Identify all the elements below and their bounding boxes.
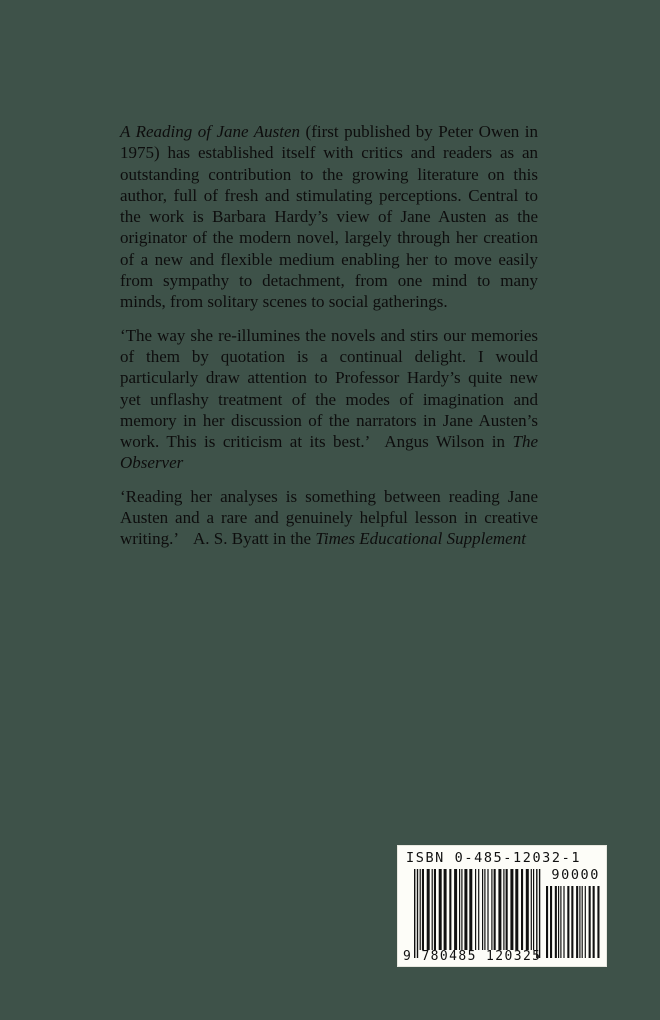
barcode-bar <box>515 869 518 950</box>
barcode-bar <box>531 869 532 950</box>
barcode-addon-bar <box>563 886 564 958</box>
attribution-source: The Observer <box>120 432 538 473</box>
blurb-text <box>120 121 538 550</box>
barcode-bar <box>484 869 485 950</box>
isbn-number: ISBN 0-485-12032-1 <box>406 850 582 866</box>
barcode-addon-bar <box>546 886 548 958</box>
barcode-addon-bar <box>579 886 580 958</box>
barcode-bar <box>422 869 424 950</box>
barcode-bar <box>487 869 488 950</box>
barcode-bar <box>482 869 483 950</box>
barcode-bar <box>449 869 451 950</box>
barcode-addon-bar <box>589 886 591 958</box>
quote-attribution <box>193 529 526 548</box>
barcode-bar <box>469 869 472 950</box>
barcode-addon-bar <box>597 886 599 958</box>
barcode-addon-bar <box>567 886 569 958</box>
barcode-bar <box>521 869 523 950</box>
quote-text: ‘The way she re-illumines the novels and stirs our memories of them by quotation is a continual delight. I would particularly draw attention to Professor Hardy’s quite new yet unflashy treatment of the modes of imagination and memory in her discussion of the narrators in Jane Austen’s work. This is criticism at its best.’ <box>120 325 538 452</box>
barcode-addon-bar <box>585 886 586 958</box>
barcode-bar <box>494 869 496 950</box>
barcode-bar <box>491 869 492 950</box>
barcode-bar <box>427 869 430 950</box>
barcode-bar <box>432 869 433 950</box>
barcode-addon-bar <box>550 886 552 958</box>
attribution-author: Angus Wilson in <box>384 432 513 452</box>
book-title: A Reading of Jane Austen <box>120 122 301 141</box>
barcode-bar <box>459 869 460 950</box>
barcode-bar <box>444 869 447 950</box>
barcode-addon-bar <box>576 886 578 958</box>
barcode-bar <box>526 869 529 950</box>
review-quote-byatt <box>120 486 538 550</box>
attribution-author: A. S. Byatt in the <box>193 529 316 549</box>
barcode-bar <box>498 869 501 950</box>
isbn-barcode <box>397 845 607 967</box>
barcode-addon-bar <box>558 886 559 958</box>
description-text: (first published by Peter Owen in 1975) has established itself with critics and readers as an outstanding contribution to the growing literature on this author, full of fresh and stimulating perceptions. Central to the work is Barbara Hardy’s view of Jane Austen as the originator of the modern novel, largely through her creation of a new and flexible medium enabling her to move easily from sympathy to detachment, from one mind to many minds, from solitary scenes to social gatherings. <box>120 122 538 312</box>
barcode-guard-bar <box>417 869 418 958</box>
barcode-guard-bar <box>414 869 415 958</box>
description-paragraph <box>120 121 538 313</box>
barcode-guard-bar <box>536 869 537 958</box>
barcode-bar <box>503 869 504 950</box>
barcode-addon-bar <box>582 886 583 958</box>
barcode-bar <box>475 869 476 950</box>
barcode-bar <box>464 869 467 950</box>
quote-text: ‘Reading her analyses is something between reading Jane Austen and a rare and genuinely helpful lesson in creative writing.’ <box>120 486 538 549</box>
barcode-bar <box>439 869 442 950</box>
barcode-bar <box>461 869 462 950</box>
barcode-bar <box>478 869 479 950</box>
barcode-addon-bar <box>560 886 561 958</box>
barcode-addon-bar <box>593 886 595 958</box>
barcode-bar <box>420 869 421 950</box>
barcode-bar <box>533 869 534 950</box>
barcode-bar <box>454 869 457 950</box>
barcode-guard-bar <box>539 869 540 958</box>
barcode-bar <box>434 869 436 950</box>
barcode-addon-bar <box>571 886 573 958</box>
review-quote-wilson <box>120 325 538 474</box>
ean-number: 9 780485 120325 <box>403 949 542 964</box>
barcode-bar <box>506 869 508 950</box>
attribution-source: Times Educational Supplement <box>315 529 526 549</box>
barcode-bar <box>510 869 513 950</box>
price-code: 90000 <box>551 867 600 883</box>
barcode-addon-bar <box>555 886 557 958</box>
